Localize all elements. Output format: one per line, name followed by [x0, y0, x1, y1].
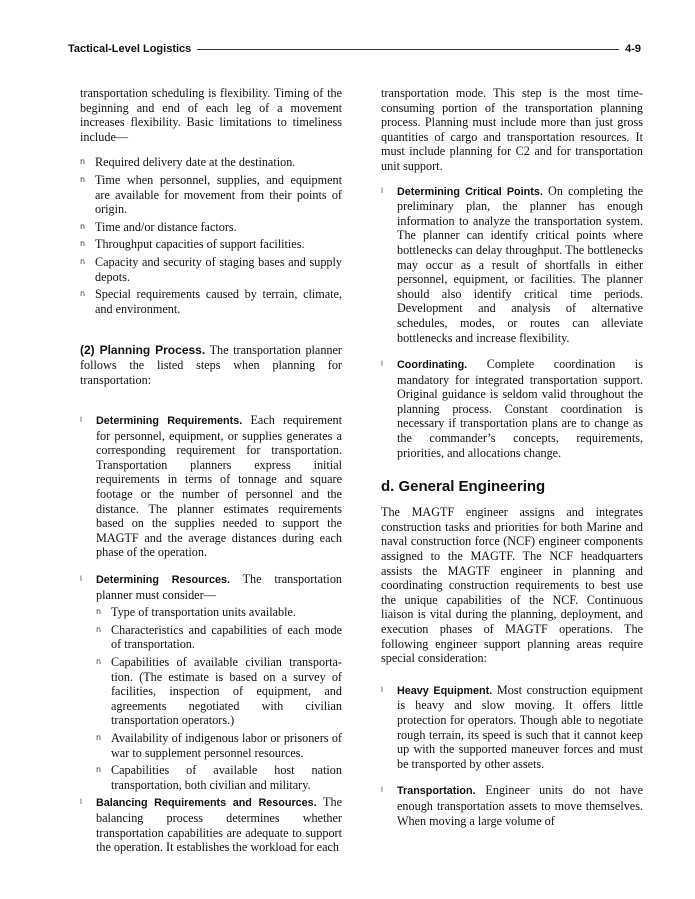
- header-rule: [197, 49, 619, 50]
- resources-list: [80, 605, 342, 792]
- limitations-list: [80, 155, 342, 316]
- bullet-icon: l: [80, 575, 82, 584]
- bullet-icon: l: [381, 360, 383, 369]
- bullet-icon: n: [80, 174, 86, 184]
- bullet-icon: n: [80, 157, 86, 167]
- step-coordinating: l Coordinating. Complete coordination is mandatory for integrated transportation support. Original guidance is seldom valid throughout the planning process. Constant coordination is necessary if transportation plans are to change as the commander’s concepts, requirements, priorities, and allocations change.: [381, 357, 643, 460]
- list-item: n Special requirements caused by terrain, climate, and environment.: [80, 287, 342, 316]
- list-item: n Capacity and security of staging bases and supply depots.: [80, 254, 342, 284]
- bullet-icon: n: [80, 239, 86, 249]
- bullet-icon: n: [80, 221, 86, 231]
- step-critical-points: l Determining Critical Points. On completing the preliminary plan, the planner has enough information to analyze the transportation system. The planner can identify critical points where bottlenecks can delay throughput. The bottlenecks may occur as a result of shortfalls in either personnel, equipment, or facilities. The planner should also identify critical time periods. Development and analysis of alternative schedules, modes, or routes can alleviate bottlenecks and increase flexibility.: [381, 183, 643, 345]
- bullet-icon: l: [80, 798, 82, 807]
- step-determining-requirements: l Determining Requirements. Each requirement for personnel, equipment, or supplies generates a corresponding requirement for transportation. Transportation planners express initial requirements in terms of tonnage and square footage or the number of personnel and the distance. The planner estimates requirements based on the supplies needed to support the MAGTF and the average distances during each phase of the operation.: [80, 413, 342, 560]
- page-number: 4-9: [625, 43, 641, 55]
- list-item: n Throughput capacities of support facilities.: [80, 237, 305, 252]
- planning-process-label: (2) Planning Process.: [80, 343, 206, 358]
- list-item: n Capabilities of available host nation transportation, both civilian and military.: [96, 763, 342, 792]
- intro-paragraph: transportation scheduling is flexibility. Timing of the beginning and end of each leg of a movement increases flexibility. Basic limitations to timeliness include—: [80, 86, 342, 144]
- bullet-icon: l: [381, 186, 383, 195]
- bullet-icon: n: [80, 289, 86, 299]
- bullet-icon: l: [381, 685, 383, 694]
- planning-process-paragraph: (2) Planning Process. The transportation planner follows the listed steps when planning for transportation:: [80, 343, 342, 387]
- right-column: [381, 86, 643, 830]
- bullet-icon: n: [80, 256, 86, 266]
- list-item: n Characteristics and capabilities of each mode of transportation.: [96, 622, 342, 652]
- continuation-paragraph: transportation mode. This step is the most time-consuming portion of the transportation planning process. Planning must include more than just gross quantities of cargo and transportation resources. It must include planning for C2 and for transportation unit support.: [381, 86, 643, 173]
- running-header: [68, 41, 641, 57]
- step-balancing: l Balancing Requirements and Resources. The balancing process determines whether transportation capabilities are adequate to support the operation. It establishes the workload for each: [80, 795, 342, 855]
- section-heading: d. General Engineering: [381, 478, 546, 496]
- bullet-icon: l: [80, 416, 82, 425]
- bullet-icon: n: [96, 765, 102, 775]
- list-item: n Required delivery date at the destination.: [80, 155, 296, 170]
- item-heavy-equipment: l Heavy Equipment. Most construction equipment is heavy and slow moving. It offers little protection for operators. Though able to negotiate rough terrain, its speed is such that it cannot keep up with the supported maneuver forces and must be transported by other assets.: [381, 682, 643, 771]
- left-column: [80, 86, 342, 857]
- list-item: n Type of transportation units available.: [96, 605, 296, 620]
- bullet-icon: n: [96, 732, 102, 742]
- list-item: n Time and/or distance factors.: [80, 219, 237, 234]
- bullet-icon: n: [96, 657, 102, 666]
- bullet-icon: n: [96, 607, 102, 617]
- list-item: n Time when personnel, supplies, and equipment are available for movement from their points of origin.: [80, 172, 342, 217]
- header-title: Tactical-Level Logistics: [68, 43, 192, 55]
- list-item: n Capabilities of available civilian transporta-tion. (The estimate is based on a survey of facilities, inspection of equipment, and agreements negotiated with civilian transportation operators.): [96, 655, 342, 728]
- engineering-paragraph: The MAGTF engineer assigns and integrates construction tasks and priorities for both Marine and naval construction force (NCF) engineer components assigned to the MAGTF. The NCF headquarters assists the MAGTF engineer in planning and coordinating construction requirements to best use the unique capabilities of the NCF. Continuous liaison is vital during the planning, deployment, and execution phases of MAGTF operations. The following engineer support planning areas require special consideration:: [381, 505, 643, 666]
- list-item: n Availability of indigenous labor or prisoners of war to supplement personnel resources.: [96, 730, 342, 760]
- step-determining-resources: l Determining Resources. The transportation planner must consider—: [80, 572, 343, 602]
- item-transportation: l Transportation. Engineer units do not have enough transportation assets to move themselves. When moving a large volume of: [381, 783, 643, 828]
- bullet-icon: n: [96, 624, 102, 634]
- bullet-icon: l: [381, 786, 383, 795]
